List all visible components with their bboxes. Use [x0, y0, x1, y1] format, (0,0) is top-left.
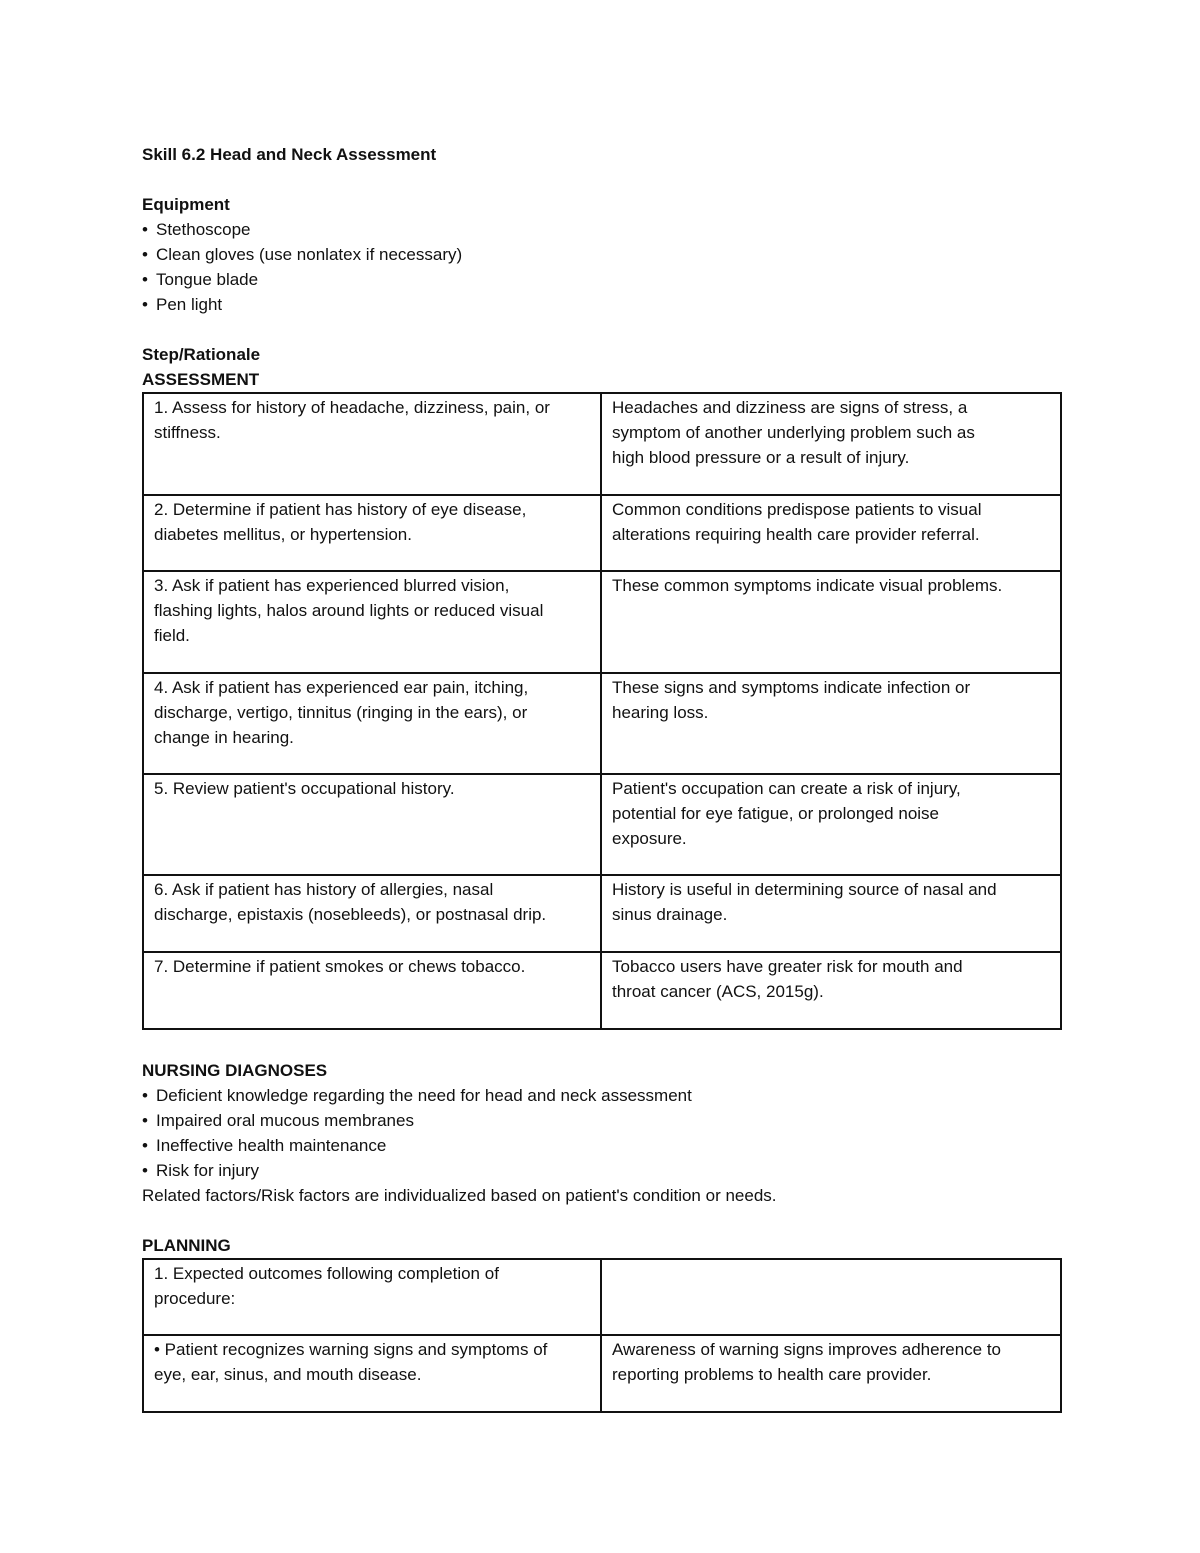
step-cell: 6. Ask if patient has history of allergies, nasal discharge, epistaxis (nosebleeds), or postnasal drip.: [143, 875, 601, 952]
table-row: [143, 875, 1061, 952]
step-cell: 1. Assess for history of headache, dizziness, pain, or stiffness.: [143, 393, 601, 495]
bullet-icon: •: [142, 1136, 148, 1155]
assessment-table: [142, 392, 1062, 1030]
document-title: Skill 6.2 Head and Neck Assessment: [142, 145, 437, 164]
diagnosis-item: • Impaired oral mucous membranes: [142, 1108, 1060, 1133]
spacer: [142, 1030, 1060, 1058]
bullet-icon: •: [142, 270, 148, 289]
diagnosis-item: • Ineffective health maintenance: [142, 1133, 1060, 1158]
table-row: [143, 1335, 1061, 1412]
table-row: [143, 774, 1061, 875]
rationale-cell: These common symptoms indicate visual problems.: [601, 571, 1061, 673]
equipment-heading: Equipment: [142, 195, 230, 214]
diagnoses-note: Related factors/Risk factors are individualized based on patient's condition or needs.: [142, 1186, 777, 1205]
document-page: [142, 142, 1060, 1413]
step-cell: 5. Review patient's occupational history.: [143, 774, 601, 875]
spacer: [142, 1208, 1060, 1233]
equipment-item: • Clean gloves (use nonlatex if necessary): [142, 242, 1060, 267]
equipment-list: [142, 217, 1060, 317]
bullet-icon: •: [142, 295, 148, 314]
rationale-cell: Patient's occupation can create a risk of injury, potential for eye fatigue, or prolonged noise exposure.: [601, 774, 1061, 875]
step-cell: 1. Expected outcomes following completion of procedure:: [143, 1259, 601, 1335]
assessment-heading: ASSESSMENT: [142, 370, 260, 389]
step-cell: 3. Ask if patient has experienced blurred vision, flashing lights, halos around lights or reduced visual field.: [143, 571, 601, 673]
rationale-cell: Tobacco users have greater risk for mouth and throat cancer (ACS, 2015g).: [601, 952, 1061, 1029]
rationale-cell: [601, 1259, 1061, 1335]
diagnosis-item: • Deficient knowledge regarding the need for head and neck assessment: [142, 1083, 1060, 1108]
step-rationale-heading: Step/Rationale: [142, 345, 261, 364]
rationale-cell: History is useful in determining source of nasal and sinus drainage.: [601, 875, 1061, 952]
bullet-icon: •: [142, 1161, 148, 1180]
table-row: [143, 393, 1061, 495]
rationale-cell: Headaches and dizziness are signs of stress, a symptom of another underlying problem such as high blood pressure or a result of injury.: [601, 393, 1061, 495]
rationale-cell: Awareness of warning signs improves adherence to reporting problems to health care provider.: [601, 1335, 1061, 1412]
planning-heading: PLANNING: [142, 1236, 231, 1255]
table-row: [143, 495, 1061, 571]
equipment-item: • Pen light: [142, 292, 1060, 317]
spacer: [142, 167, 1060, 192]
equipment-item: • Stethoscope: [142, 217, 1060, 242]
table-row: [143, 1259, 1061, 1335]
nursing-diagnoses-list: [142, 1083, 1060, 1183]
planning-table: [142, 1258, 1062, 1413]
table-row: [143, 673, 1061, 774]
step-cell: 7. Determine if patient smokes or chews tobacco.: [143, 952, 601, 1029]
table-row: [143, 571, 1061, 673]
step-cell: • Patient recognizes warning signs and symptoms of eye, ear, sinus, and mouth disease.: [143, 1335, 601, 1412]
bullet-icon: •: [142, 220, 148, 239]
rationale-cell: These signs and symptoms indicate infection or hearing loss.: [601, 673, 1061, 774]
nursing-diagnoses-heading: NURSING DIAGNOSES: [142, 1061, 328, 1080]
table-row: [143, 952, 1061, 1029]
step-cell: 4. Ask if patient has experienced ear pain, itching, discharge, vertigo, tinnitus (ringing in the ears), or change in hearing.: [143, 673, 601, 774]
bullet-icon: •: [142, 245, 148, 264]
step-cell: 2. Determine if patient has history of eye disease, diabetes mellitus, or hypertension.: [143, 495, 601, 571]
bullet-icon: •: [142, 1111, 148, 1130]
diagnosis-item: • Risk for injury: [142, 1158, 1060, 1183]
spacer: [142, 317, 1060, 342]
equipment-item: • Tongue blade: [142, 267, 1060, 292]
bullet-icon: •: [142, 1086, 148, 1105]
rationale-cell: Common conditions predispose patients to visual alterations requiring health care provider referral.: [601, 495, 1061, 571]
